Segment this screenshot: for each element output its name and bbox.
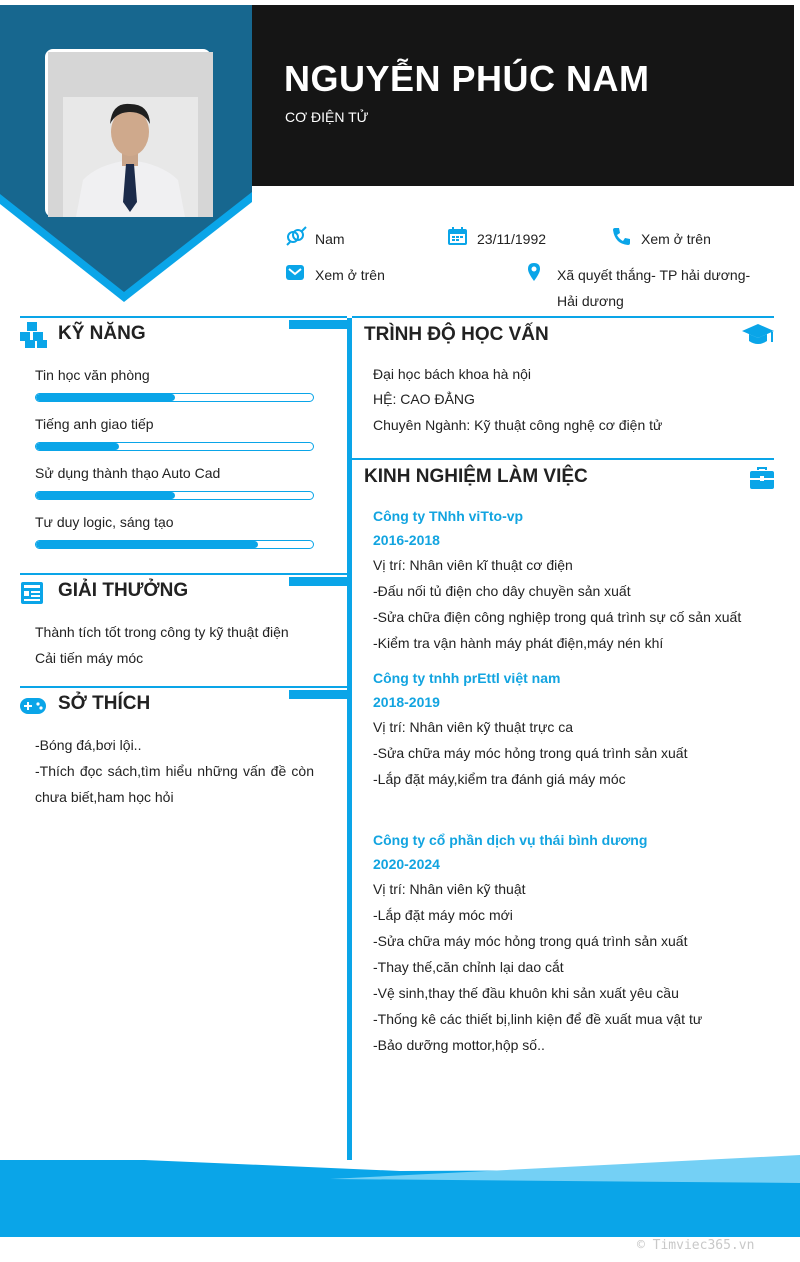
graduation-cap-icon: [741, 323, 775, 349]
job-detail: Vị trí: Nhân viên kĩ thuật cơ điện: [373, 557, 573, 573]
skill-bar-fill: [36, 394, 175, 401]
email-icon: [285, 262, 307, 282]
phone-icon: [611, 226, 633, 246]
address-line-1: Xã quyết thắng- TP hải dương-: [557, 267, 751, 283]
email-value: Xem ở trên: [315, 267, 385, 283]
job-company: Công ty cổ phần dịch vụ thái bình dương: [373, 832, 648, 848]
job-detail: -Sửa chữa máy móc hỏng trong quá trình sản xuất: [373, 933, 688, 949]
hobbies-tab: [289, 690, 347, 699]
gamepad-icon: [19, 696, 47, 716]
job-detail: -Bảo dưỡng mottor,hộp số..: [373, 1037, 545, 1053]
job-period: 2020-2024: [373, 856, 440, 872]
job-detail: Vị trí: Nhân viên kỹ thuật: [373, 881, 526, 897]
skills-rule: [20, 316, 347, 318]
experience-title: KINH NGHIỆM LÀM VIỆC: [364, 466, 588, 487]
hobby-item: -Bóng đá,bơi lội..: [35, 737, 142, 753]
awards-rule: [20, 573, 347, 575]
hobbies-rule: [20, 686, 347, 688]
contact-email: [285, 262, 385, 288]
contact-phone: [611, 226, 711, 252]
job-company: Công ty tnhh prEttl việt nam: [373, 670, 561, 686]
skill-bar-fill: [36, 492, 175, 499]
skill-bar: [35, 540, 314, 549]
education-line: HỆ: CAO ĐẲNG: [373, 391, 475, 407]
job-detail: -Đấu nối tủ điện cho dây chuyền sản xuất: [373, 583, 631, 599]
contact-gender: [285, 226, 345, 252]
job-period: 2016-2018: [373, 532, 440, 548]
job-detail: -Kiểm tra vận hành máy phát điện,máy nén khí: [373, 635, 664, 651]
skill-bar: [35, 442, 314, 451]
award-item: Cải tiến máy móc: [35, 650, 144, 666]
candidate-name: NGUYỄN PHÚC NAM: [284, 58, 650, 99]
skill-label: Sử dụng thành thạo Auto Cad: [35, 465, 221, 481]
map-pin-icon: [527, 262, 549, 282]
hobby-item: -Thích đọc sách,tìm hiểu những vấn đề còn chưa biết,ham học hỏi: [35, 763, 314, 805]
job-detail: -Vệ sinh,thay thế đầu khuôn khi sản xuất yêu cầu: [373, 985, 679, 1001]
education-title: TRÌNH ĐỘ HỌC VẤN: [364, 324, 549, 345]
education-line: Đại học bách khoa hà nội: [373, 366, 531, 382]
job-detail: -Lắp đặt máy móc mới: [373, 907, 513, 923]
column-divider: [347, 318, 352, 1170]
experience-rule: [352, 458, 774, 460]
phone-value: Xem ở trên: [641, 231, 711, 247]
hobbies-title: SỞ THÍCH: [58, 693, 151, 714]
contact-address: [527, 262, 750, 314]
skills-tab: [289, 320, 347, 329]
job-detail: -Thống kê các thiết bị,linh kiện để đề xuất mua vật tư: [373, 1011, 703, 1027]
skill-label: Tin học văn phòng: [35, 367, 150, 383]
gender-value: Nam: [315, 231, 345, 247]
job-detail: -Thay thế,căn chỉnh lại dao cắt: [373, 959, 564, 975]
awards-title: GIẢI THƯỞNG: [58, 580, 189, 601]
footer-wave: [0, 1155, 800, 1237]
award-certificate-icon: [20, 581, 44, 605]
address-value: [557, 262, 750, 314]
job-detail: -Sửa chữa điện công nghiệp trong quá trình sự cố sản xuất: [373, 609, 742, 625]
award-item: Thành tích tốt trong công ty kỹ thuật điện: [35, 624, 289, 640]
candidate-title: CƠ ĐIỆN TỬ: [285, 109, 369, 125]
skill-bar-fill: [36, 541, 258, 548]
birthday-value: 23/11/1992: [477, 231, 547, 247]
skill-bar: [35, 393, 314, 402]
job-period: 2018-2019: [373, 694, 440, 710]
skill-label: Tư duy logic, sáng tạo: [35, 514, 174, 530]
job-detail: -Lắp đặt máy,kiểm tra đánh giá máy móc: [373, 771, 626, 787]
education-line: Chuyên Ngành: Kỹ thuật công nghệ cơ điện tử: [373, 417, 663, 433]
watermark: © Timviec365.vn: [637, 1238, 755, 1253]
gender-icon: [285, 226, 307, 246]
awards-tab: [289, 577, 347, 586]
address-line-2: Hải dương: [557, 293, 624, 309]
calendar-icon: [447, 226, 469, 246]
contact-birthday: [447, 226, 546, 252]
skill-label: Tiếng anh giao tiếp: [35, 416, 154, 432]
briefcase-icon: [749, 466, 775, 490]
profile-photo: [48, 52, 213, 217]
skill-bar: [35, 491, 314, 500]
job-company: Công ty TNhh viTto-vp: [373, 508, 524, 524]
job-detail: -Sửa chữa máy móc hỏng trong quá trình sản xuất: [373, 745, 688, 761]
skill-bar-fill: [36, 443, 119, 450]
job-detail: Vị trí: Nhân viên kỹ thuật trực ca: [373, 719, 574, 735]
education-rule: [352, 316, 774, 318]
cubes-icon: [19, 321, 49, 349]
skills-title: KỸ NĂNG: [58, 323, 146, 344]
